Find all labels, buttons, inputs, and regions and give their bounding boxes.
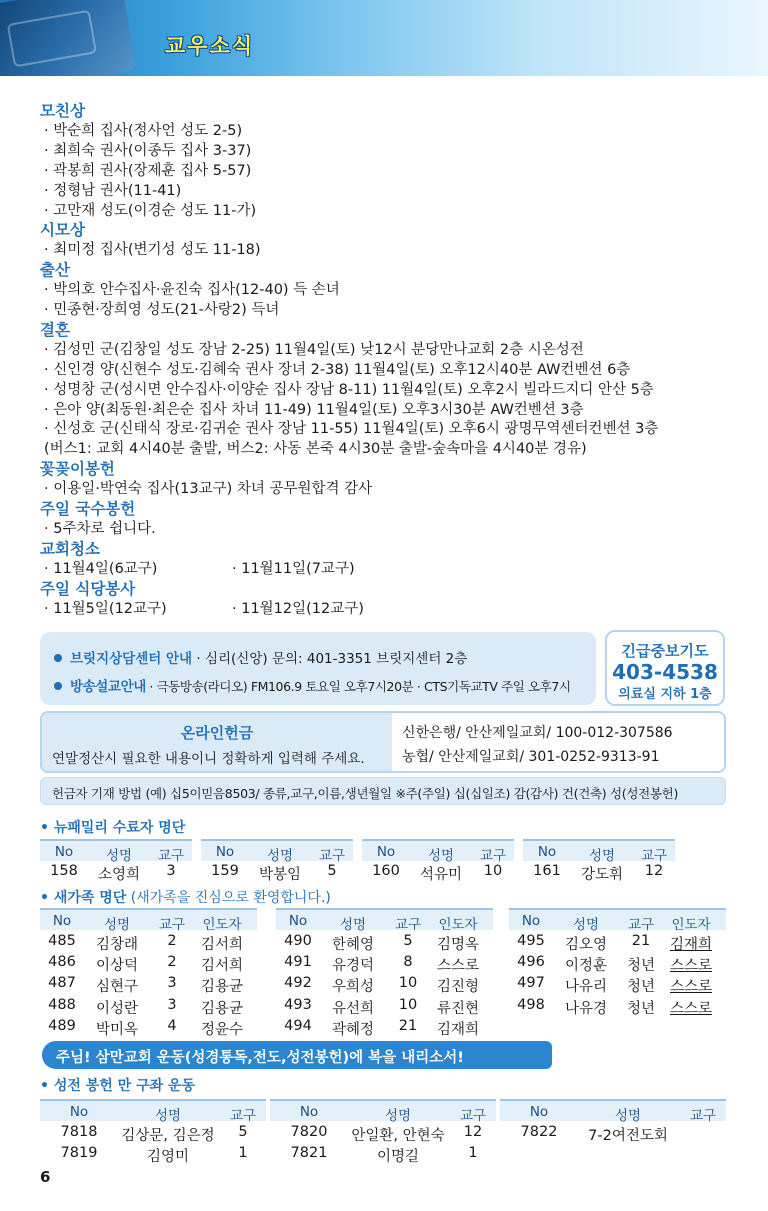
table-row [509, 996, 726, 1018]
section-line: · 곽봉희 권사(장제훈 집사 5-57) [44, 162, 252, 179]
offering-method-note: 헌금자 기재 방법 (예) 십5이믿음8503/ 종류,교구,이름,생년월일 ※주(주일) 십(십일조) 감(감사) 건(건축) 성(성전봉헌) [40, 777, 726, 805]
column-header: No [54, 844, 74, 860]
online-offering-box [40, 711, 726, 773]
table-cell: 안일환, 안현숙 [351, 1128, 445, 1144]
table-cell: 4 [167, 1017, 177, 1034]
section-line: · 김성민 군(김창일 성도 장남 2-25) 11월4일(토) 낮12시 분당만나교회 2층 시온성전 [44, 341, 584, 358]
table-row [40, 1144, 266, 1166]
table-cell: 7821 [290, 1145, 328, 1161]
table-cell: 이명길 [376, 1149, 420, 1165]
table-cell: 1 [468, 1145, 478, 1161]
section-heading: 교회청소 [40, 539, 100, 558]
section-line: · 신인경 양(신현수 성도·김혜숙 권사 장녀 2-38) 11월4일(토) 오후12시40분 AW컨벤션 6층 [44, 361, 631, 378]
section-line: · 민종현·장희영 성도(21-사랑2) 득녀 [44, 302, 280, 318]
bank-account-nonghyup: 농협/ 안산제일교회/ 301-0252-9313-91 [402, 749, 660, 765]
column-header: No [537, 844, 557, 860]
table-cell: 스스로 [669, 979, 713, 996]
section-heading: 주일 국수봉헌 [40, 500, 136, 518]
table-cell: 496 [517, 954, 545, 971]
column-header: No [215, 844, 235, 860]
column-header: 교구 [158, 917, 186, 933]
bullet-icon [54, 682, 62, 690]
column-header: 성명 [103, 917, 131, 933]
section-line: · 최희숙 권사(이종두 집사 3-37) [44, 142, 252, 159]
table-cell: 유경덕 [331, 958, 375, 975]
table-row [523, 862, 675, 884]
table-cell: 석유미 [419, 867, 463, 883]
table-cell: 160 [372, 863, 400, 879]
table-row [40, 932, 257, 954]
table-row [509, 974, 726, 996]
section-line: · 박순희 집사(정사언 성도 2-5) [44, 122, 243, 139]
table-row [276, 953, 493, 975]
notice-row-counseling: 브릿지상담센터 안내 · 심리(신앙) 문의: 401-3351 브릿지센터 2층 [54, 647, 467, 667]
section-heading: 주일 식당봉사 [40, 579, 136, 598]
table-cell: 5 [403, 933, 413, 949]
table-cell: 박미옥 [95, 1021, 139, 1038]
section-line: · 고만재 성도(이경순 성도 11-가) [44, 202, 257, 219]
section-heading: 결혼 [40, 320, 70, 339]
offering-heading: • 성전 봉헌 만 구좌 운동 [40, 1078, 196, 1094]
notice-row-broadcast: 방송설교안내 · 극동방송(라디오) FM106.9 토요일 오후7시20분 · CTS기독교TV 주일 오후7시 [54, 675, 571, 695]
online-offering-title: 온라인헌금 [180, 724, 254, 742]
table-cell: 이정훈 [564, 958, 608, 975]
table-cell: 스스로 [669, 1000, 713, 1017]
table-cell: 김서희 [200, 958, 244, 975]
table-cell: 159 [211, 863, 239, 879]
table-row [40, 953, 257, 975]
table-cell: 박봉임 [258, 867, 302, 883]
emergency-prayer-box: 긴급중보기도 403-4538 의료실 지하 1층 [605, 630, 725, 706]
table-cell: 김재희 [669, 937, 713, 953]
table-cell: 7822 [520, 1124, 558, 1140]
bullet-icon [54, 654, 62, 662]
column-header: No [529, 1104, 549, 1120]
table-cell: 1 [238, 1145, 248, 1161]
table-row [276, 974, 493, 996]
table-header [362, 839, 514, 864]
table-cell: 485 [48, 933, 76, 949]
table-cell: 490 [284, 933, 312, 949]
table-cell: 김창래 [95, 937, 139, 953]
emergency-phone: 403-4538 [612, 660, 718, 684]
column-header: 성명 [339, 917, 367, 933]
column-header: 성명 [614, 1108, 642, 1124]
table-row [276, 996, 493, 1018]
table-cell: 493 [284, 996, 312, 1013]
table-cell: 청년 [626, 979, 655, 996]
page-title: 교우소식 [165, 34, 255, 58]
table-cell: 7-2여전도회 [588, 1128, 668, 1144]
table-cell: 청년 [626, 1000, 655, 1017]
column-header: 성명 [266, 848, 294, 864]
table-cell: 한혜영 [331, 937, 375, 953]
table-cell: 김상문, 김은정 [121, 1128, 215, 1144]
column-header: 성명 [154, 1108, 182, 1124]
table-cell: 김영미 [146, 1149, 190, 1165]
table-cell: 21 [398, 1017, 418, 1034]
table-cell: 정윤수 [200, 1021, 244, 1038]
table-cell: 심현구 [95, 979, 139, 996]
table-cell: 청년 [626, 958, 655, 975]
table-row [40, 1017, 257, 1039]
column-header: 성명 [105, 848, 133, 864]
section-line: · 5주차로 쉽니다. [44, 520, 156, 537]
table-cell: 12 [463, 1124, 483, 1140]
table-row [40, 862, 192, 884]
table-cell: 유선희 [331, 1000, 375, 1017]
table-header [523, 839, 675, 864]
bank-account-shinhan: 신한은행/ 안산제일교회/ 100-012-307586 [402, 725, 673, 741]
section-line: (버스1: 교회 4시40분 출발, 버스2: 사동 본죽 4시30분 출발-숲속마을 4시40분 경유) [44, 441, 587, 458]
table-cell: 2 [167, 933, 177, 949]
column-header: 교구 [157, 848, 185, 864]
table-cell: 5 [327, 863, 337, 879]
column-header: 교구 [627, 917, 655, 933]
table-row [270, 1123, 496, 1145]
table-header [276, 908, 493, 933]
column-header: 교구 [229, 1108, 257, 1124]
column-header: 교구 [459, 1108, 487, 1124]
section-line: · 이용일·박연숙 집사(13교구) 차녀 공무원합격 감사 [44, 481, 373, 498]
column-header: No [521, 913, 541, 929]
section-heading: 출산 [40, 261, 70, 280]
column-header: 성명 [588, 848, 616, 864]
column-header: 교구 [479, 848, 507, 864]
table-cell: 3 [167, 996, 177, 1013]
table-header [270, 1099, 496, 1124]
table-cell: 3 [166, 863, 176, 879]
section-line: · 최미정 집사(변기성 성도 11-18) [44, 242, 261, 259]
table-cell: 161 [533, 863, 561, 879]
table-row [270, 1144, 496, 1166]
table-cell: 류진현 [436, 1000, 480, 1017]
table-cell: 스스로 [436, 958, 480, 975]
table-row [276, 1017, 493, 1039]
section-line: · 박의호 안수집사·윤진숙 집사(12-40) 득 손녀 [44, 282, 340, 299]
table-header [500, 1099, 726, 1124]
column-header: 인도자 [202, 917, 242, 933]
section-line: · 신성호 군(신태식 장로·김귀순 권사 장남 11-55) 11월4일(토) 오후6시 광명무역센터컨벤션 3층 [44, 421, 659, 438]
table-cell: 7820 [290, 1124, 328, 1140]
table-row [509, 932, 726, 954]
newfamily-grad-heading: • 뉴패밀리 수료자 명단 [40, 820, 186, 836]
table-cell: 497 [517, 975, 545, 992]
page-number: 6 [40, 1168, 51, 1186]
table-header [40, 908, 257, 933]
credit-card-decoration [0, 0, 137, 76]
table-cell: 5 [238, 1124, 248, 1140]
section-line: · 11월4일(6교구) [44, 560, 158, 577]
table-cell: 김진형 [436, 979, 480, 996]
table-cell: 김서희 [200, 937, 244, 953]
table-cell: 나유경 [564, 1000, 608, 1017]
table-cell: 498 [517, 996, 545, 1013]
table-cell: 12 [644, 863, 664, 879]
new-family-heading: • 새가족 명단 (새가족을 진심으로 환영합니다.) [40, 890, 331, 906]
table-cell: 김오영 [564, 937, 608, 953]
table-row [40, 974, 257, 996]
column-header: 교구 [318, 848, 346, 864]
column-header: 교구 [689, 1108, 717, 1124]
table-cell: 7819 [60, 1145, 98, 1161]
section-heading: 모친상 [40, 102, 85, 120]
column-header: 인도자 [671, 917, 711, 933]
table-cell: 강도휘 [580, 867, 624, 883]
table-cell: 우희성 [331, 979, 375, 996]
table-header [201, 839, 353, 864]
table-cell: 김명옥 [436, 937, 480, 953]
table-row [276, 932, 493, 954]
table-cell: 소영희 [97, 867, 141, 883]
table-cell: 487 [48, 975, 76, 992]
section-line: · 11월5일(12교구) [44, 600, 167, 617]
column-header: 인도자 [438, 917, 478, 933]
section-heading: 꽃꽂이봉헌 [40, 460, 115, 479]
table-row [40, 996, 257, 1018]
table-cell: 10 [398, 975, 418, 992]
table-cell: 494 [284, 1017, 312, 1034]
table-cell: 김재희 [436, 1021, 480, 1038]
column-header: No [52, 913, 72, 929]
table-cell: 3 [167, 975, 177, 992]
section-line: · 정형남 권사(11-41) [44, 182, 182, 199]
table-cell: 10 [398, 996, 418, 1013]
table-cell: 158 [50, 863, 78, 879]
table-row [500, 1123, 726, 1145]
table-cell: 이상덕 [95, 958, 139, 975]
column-header: No [288, 913, 308, 929]
notice-box [40, 632, 596, 705]
table-cell: 492 [284, 975, 312, 992]
table-cell: 8 [403, 954, 413, 971]
column-header: 교구 [640, 848, 668, 864]
table-cell: 7818 [60, 1124, 98, 1140]
header-banner [0, 0, 768, 76]
prayer-banner: 주님! 삼만교회 운동(성경통독,전도,성전봉헌)에 복을 내리소서! [42, 1041, 538, 1069]
column-header: 교구 [394, 917, 422, 933]
table-cell: 2 [167, 954, 177, 971]
column-header: No [69, 1104, 89, 1120]
table-row [40, 1123, 266, 1145]
online-offering-desc: 연말정산시 필요한 내용이니 정확하게 입력해 주세요. [52, 751, 365, 767]
table-cell: 곽혜정 [331, 1021, 375, 1038]
column-header: 성명 [427, 848, 455, 864]
table-row [201, 862, 353, 884]
section-line: · 은아 양(최동원·최은순 집사 차녀 11-49) 11월4일(토) 오후3시30분 AW컨벤션 3층 [44, 401, 584, 418]
section-heading: 시모상 [40, 221, 85, 240]
table-cell: 491 [284, 954, 312, 971]
section-line: · 11월12일(12교구) [232, 600, 364, 617]
table-cell: 스스로 [669, 958, 713, 975]
table-header [40, 1099, 266, 1124]
table-header [40, 839, 192, 864]
table-cell: 495 [517, 933, 545, 949]
table-cell: 489 [48, 1017, 76, 1034]
table-cell: 21 [631, 933, 651, 949]
column-header: 성명 [384, 1108, 412, 1124]
table-cell: 488 [48, 996, 76, 1013]
table-row [362, 862, 514, 884]
table-cell: 김용균 [200, 979, 244, 996]
table-cell: 486 [48, 954, 76, 971]
column-header: No [299, 1104, 319, 1120]
section-line: · 11월11일(7교구) [232, 560, 355, 577]
table-row [509, 953, 726, 975]
table-cell: 10 [483, 863, 503, 879]
table-cell: 김용균 [200, 1000, 244, 1017]
section-line: · 성명창 군(성시면 안수집사·이양순 집사 장남 8-11) 11월4일(토) 오후2시 빌라드지디 안산 5층 [44, 381, 654, 398]
table-header [509, 908, 726, 933]
column-header: No [376, 844, 396, 860]
column-header: 성명 [572, 917, 600, 933]
table-cell: 나유리 [564, 979, 608, 996]
table-cell: 이성란 [95, 1000, 139, 1017]
